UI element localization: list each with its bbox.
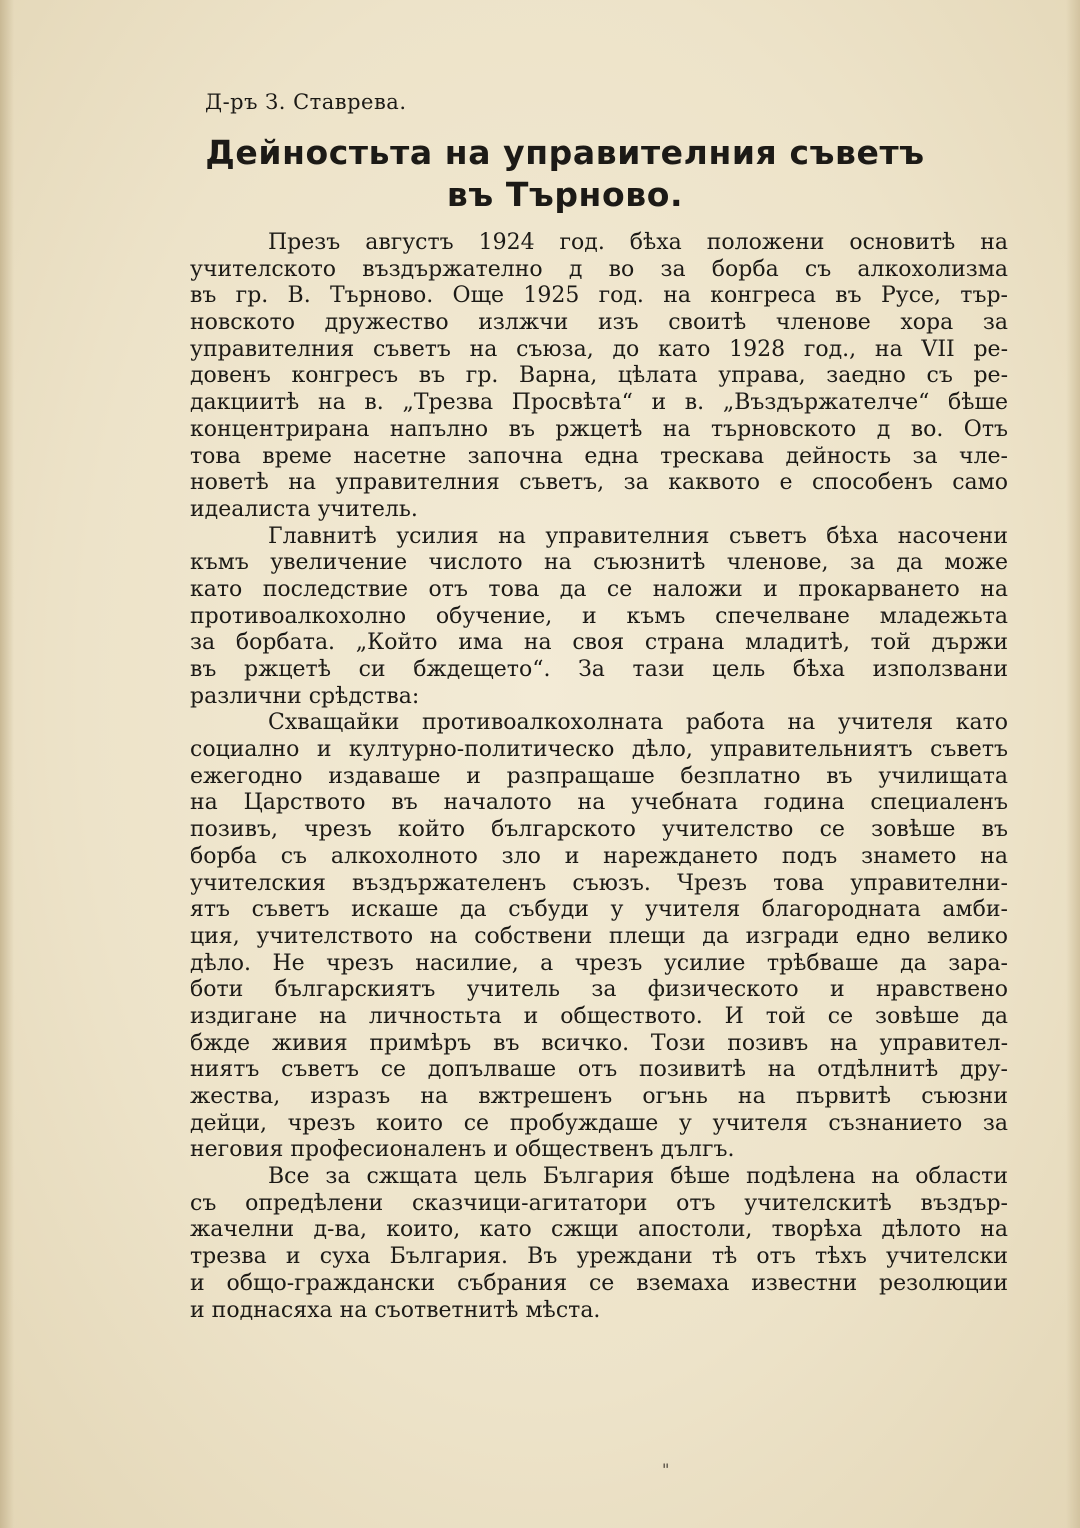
text-line: трезва и суха България. Въ уреждани тѣ отъ тѣхъ учителски bbox=[190, 1244, 1008, 1270]
text-line: идеалиста учитель. bbox=[190, 496, 418, 522]
paragraph-4 bbox=[190, 1164, 1008, 1324]
text-line: новското дружество излжчи изъ своитѣ членове хора за bbox=[190, 310, 1008, 336]
text-line: въ гр. В. Търново. Още 1925 год. на конгреса въ Русе, тър- bbox=[190, 283, 1008, 309]
text-line: боти българскиятъ учитель за физическото и нравствено bbox=[190, 977, 1008, 1003]
text-line: ниятъ съветъ се допълваше отъ позивитѣ на отдѣлнитѣ дру- bbox=[190, 1057, 1008, 1083]
text-line: Все за сжщата цель България бѣше подѣлена на области bbox=[268, 1164, 1008, 1190]
text-line: на Царството въ началото на учебната година специаленъ bbox=[190, 790, 1008, 816]
text-line: въ ржцетѣ си бждещето“. За тази цель бѣха използвани bbox=[190, 657, 1008, 682]
footer-mark: " bbox=[662, 1460, 670, 1479]
text-line: учителското въздържателно д во за борба съ алкохолизма bbox=[190, 256, 1008, 282]
text-line: издигане на личностьта и обществото. И той се зовѣше да bbox=[190, 1003, 1008, 1029]
text-line: Презъ августъ 1924 год. бѣха положени основитѣ на bbox=[268, 230, 1008, 255]
text-line: и поднасяха на съответнитѣ мѣста. bbox=[190, 1297, 601, 1323]
article-body bbox=[190, 230, 1008, 1324]
page-edge-right bbox=[1066, 0, 1080, 1528]
title-line-1: Дейностьта на управителния съветъ bbox=[205, 133, 925, 172]
text-line: противоалкохолно обучение, и къмъ спечелване младежьта bbox=[190, 603, 1008, 629]
text-line: дакциитѣ на в. „Трезва Просвѣта“ и в. „Въздържателче“ бѣше bbox=[190, 390, 1008, 416]
text-line: дѣло. Не чрезъ насилие, а чрезъ усилие трѣбваше да зара- bbox=[190, 950, 1008, 976]
text-line: ция, учителството на собствени плещи да изгради едно велико bbox=[190, 923, 1008, 949]
text-line: жачелни д-ва, които, като сжщи апостоли, творѣха дѣлото на bbox=[190, 1217, 1008, 1243]
text-line: жества, изразъ на вжтрешенъ огънь на първитѣ съюзни bbox=[190, 1084, 1008, 1109]
paragraph-3 bbox=[190, 710, 1008, 1164]
text-line: неговия професионаленъ и общественъ дългъ. bbox=[190, 1137, 735, 1163]
text-line: Главнитѣ усилия на управителния съветъ бѣха насочени bbox=[268, 523, 1008, 549]
text-line: къмъ увеличение числото на съюзнитѣ членове, за да може bbox=[190, 550, 1008, 576]
text-line: различни срѣдства: bbox=[190, 683, 420, 709]
text-line: това време насетне започна една трескава дейность за чле- bbox=[190, 443, 1008, 469]
text-line: ежегодно издаваше и разпращаше безплатно въ училищата bbox=[190, 763, 1008, 789]
text-line: управителния съветъ на съюза, до като 1928 год., на VII ре- bbox=[190, 336, 1008, 362]
page-edge-left bbox=[0, 0, 14, 1528]
text-line: като последствие отъ това да се наложи и прокарването на bbox=[190, 576, 1008, 602]
text-line: борба съ алкохолното зло и нареждането подъ знамето на bbox=[190, 843, 1008, 869]
text-line: ятъ съветъ искаше да събуди у учителя благородната амби- bbox=[190, 897, 1008, 923]
text-line: дейци, чрезъ които се пробуждаше у учителя съзнанието за bbox=[190, 1110, 1008, 1136]
text-line: довенъ конгресъ въ гр. Варна, цѣлата управа, заедно съ ре- bbox=[190, 363, 1008, 389]
text-line: за борбата. „Който има на своя страна младитѣ, той държи bbox=[190, 630, 1008, 656]
text-line: позивъ, чрезъ който българското учителство се зовѣше въ bbox=[190, 817, 1008, 843]
title-line-2: въ Търново. bbox=[446, 175, 684, 214]
text-line: Схващайки противоалкохолната работа на учителя като bbox=[268, 710, 1008, 736]
article-title bbox=[150, 132, 980, 216]
text-line: съ опредѣлени сказчици-агитатори отъ учителскитѣ въздър- bbox=[190, 1190, 1008, 1216]
text-line: и общо-граждански събрания се вземаха известни резолюции bbox=[190, 1270, 1008, 1296]
text-line: концентрирана напълно въ ржцетѣ на търновското д во. Отъ bbox=[190, 416, 1008, 442]
text-line: учителския въздържателенъ съюзъ. Чрезъ това управителни- bbox=[190, 870, 1008, 896]
paragraph-1 bbox=[190, 230, 1008, 524]
paragraph-2 bbox=[190, 524, 1008, 711]
text-line: бжде живия примѣръ въ всичко. Този позивъ на управител- bbox=[190, 1030, 1008, 1056]
author-line: Д-ръ З. Ставрева. bbox=[205, 90, 407, 114]
text-line: социално и културно-политическо дѣло, управительниятъ съветъ bbox=[190, 737, 1008, 763]
text-line: новетѣ на управителния съветъ, за каквото е способенъ само bbox=[190, 470, 1008, 496]
